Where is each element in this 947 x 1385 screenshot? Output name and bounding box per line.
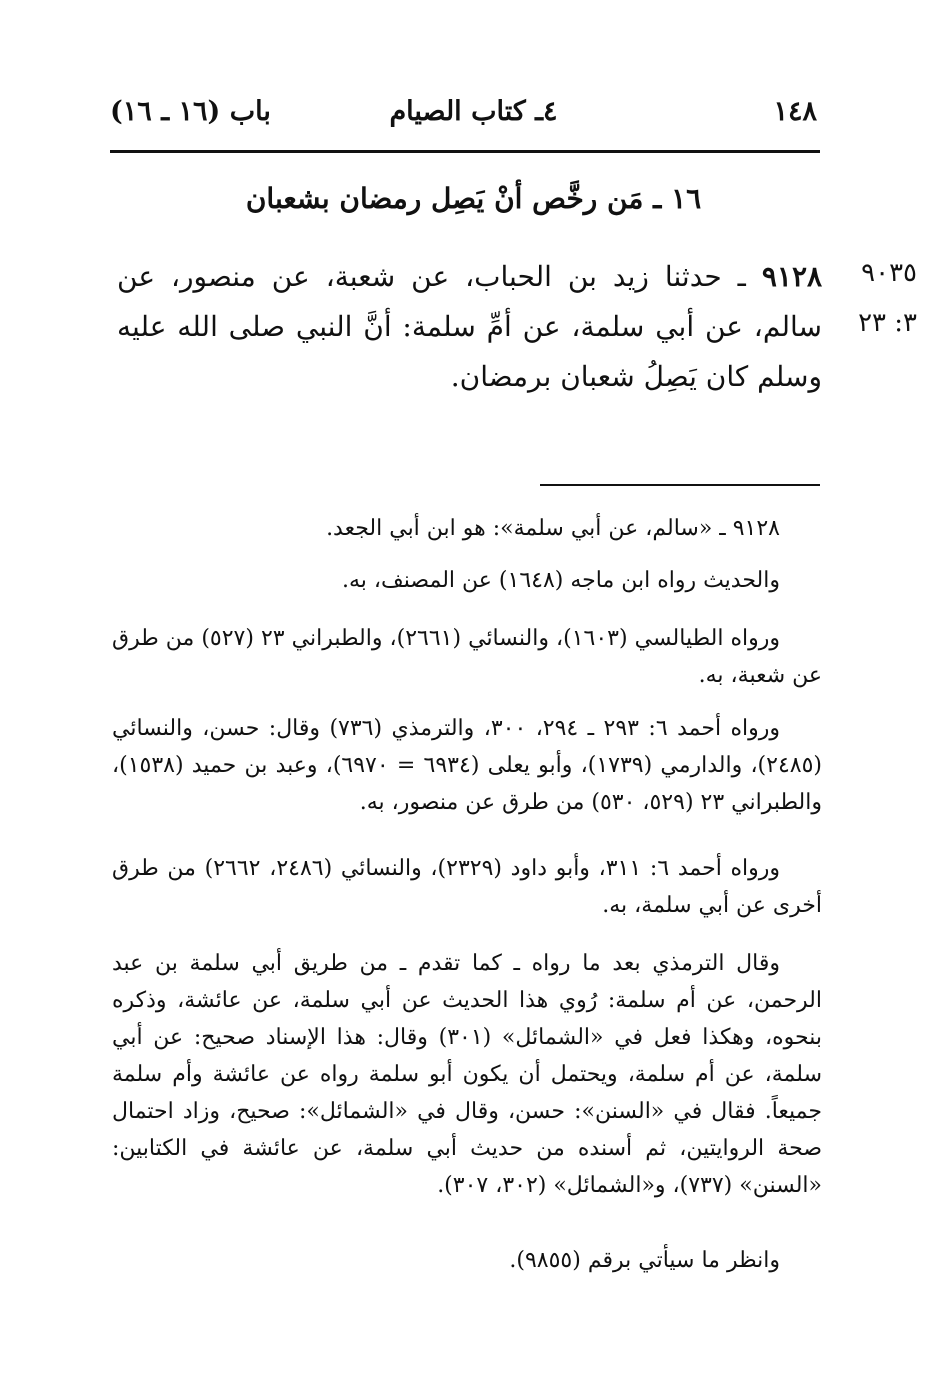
footnote-paragraph: وقال الترمذي بعد ما رواه ـ كما تقدم ـ من طريق أبي سلمة بن عبد الرحمن، عن أم سلمة: رُوي هذا الحديث عن أبي سلمة، عن عائشة، وذكره بنحوه، وهكذا فعل في «الشمائل» (٣٠١) وقال: هذا الإسناد صحيح: عن أبي سلمة، عن أم سلمة، ويحتمل أن يكون أبو سلمة رواه عن عائشة وأم سلمة جميعاً. فقال في «السنن»: حسن، وقال في «الشمائل»: صحيح، وزاد احتمال صحة الروايتين، ثم أسنده من حديث أبي سلمة، عن عائشة في الكتابين: «السنن» (٧٣٧)، و«الشمائل» (٣٠٢، ٣٠٧). (112, 951, 822, 1198)
footnote-rule (540, 484, 820, 486)
footnote-paragraph: ورواه أحمد ٦: ٢٩٣ ـ ٢٩٤، ٣٠٠، والترمذي (٧٣٦) وقال: حسن، والنسائي (٢٤٨٥)، والدارمي (١٧٣٩)، وأبو يعلى (٦٩٣٤ = ٦٩٧٠)، وعبد بن حميد (١٥٣٨)، والطبراني ٢٣ (٥٢٩، ٥٣٠) من طرق عن منصور، به. (112, 716, 822, 815)
footnote-paragraph: ورواه الطيالسي (١٦٠٣)، والنسائي (٢٦٦١)، والطبراني ٢٣ (٥٢٧) من طرق عن شعبة، به. (112, 626, 822, 688)
page-number: ١٤٨ (773, 96, 817, 127)
chapter-heading: ١٦ ـ مَن رخَّص أنْ يَصِل رمضان بشعبان (245, 182, 702, 215)
footnote-paragraph: وانظر ما سيأتي برقم (٩٨٥٥). (509, 1248, 780, 1273)
margin-volume-reference: ٣: ٢٣ (858, 308, 917, 338)
hadith-number: ٩١٢٨ (761, 260, 823, 293)
footnote-paragraph: ورواه أحمد ٦: ٣١١، وأبو داود (٢٣٢٩)، والنسائي (٢٤٨٦، ٢٦٦٢) من طرق أخرى عن أبي سلمة، به. (112, 856, 822, 918)
header-rule (110, 150, 820, 153)
footnote-paragraph: ٩١٢٨ ـ «سالم، عن أبي سلمة»: هو ابن أبي الجعد. (326, 516, 780, 541)
book-title: ٤ـ كتاب الصيام (389, 96, 558, 127)
hadith-body: ـ حدثنا زيد بن الحباب، عن شعبة، عن منصور، عن سالم، عن أبي سلمة، عن أمِّ سلمة: أنَّ النبي صلى الله عليه وسلم كان يَصِلُ شعبان برمضان. (117, 260, 822, 393)
margin-reference: ٩٠٣٥ (861, 258, 917, 288)
footnote-paragraph: والحديث رواه ابن ماجه (١٦٤٨) عن المصنف، به. (342, 568, 780, 593)
chapter-range: باب (١٦ ـ ١٦) (110, 96, 271, 127)
hadith-text (117, 252, 822, 402)
